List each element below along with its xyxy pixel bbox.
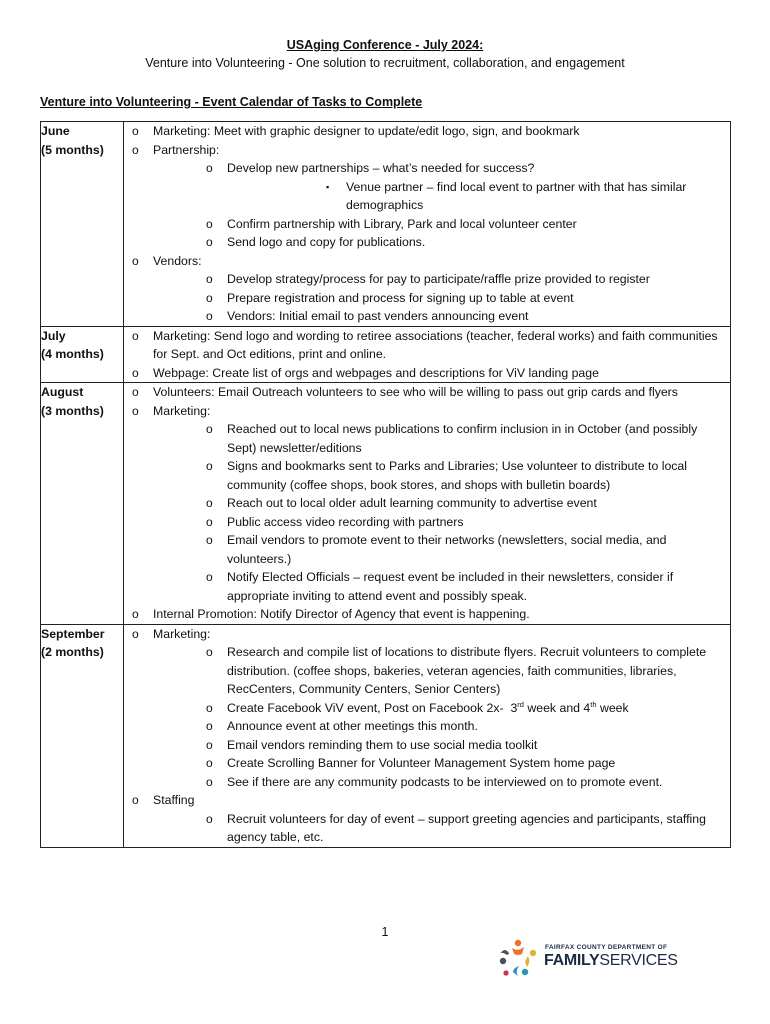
task-item: [227, 178, 730, 215]
month-row: [41, 326, 731, 383]
task-text: Create Facebook ViV event, Post on Facebook 2x- 3rd week and 4th week: [227, 699, 629, 715]
bullet-icon: o: [132, 607, 139, 621]
document-header: [0, 36, 770, 72]
task-text: Venue partner – find local event to partner with that has similar demographics: [346, 179, 687, 212]
task-item: [153, 457, 730, 494]
bullet-icon: o: [206, 272, 213, 286]
task-text: Reach out to local older adult learning community to advertise event: [227, 496, 597, 510]
task-text: Marketing: Send logo and wording to retiree associations (teacher, federal works) and faith communities for Sept. and Oct editions, print and online.: [153, 328, 718, 361]
month-row: [41, 122, 731, 327]
document-title: USAging Conference - July 2024:: [286, 38, 484, 52]
task-text: Webpage: Create list of orgs and webpages and descriptions for ViV landing page: [153, 365, 599, 380]
task-list-level-1: [124, 327, 730, 383]
task-item: [153, 307, 730, 326]
task-item: [153, 270, 730, 289]
task-text: Staffing: [153, 793, 195, 807]
month-cell: [41, 122, 124, 327]
month-duration: (4 months): [41, 347, 104, 361]
bullet-icon: o: [206, 422, 213, 436]
month-name: September: [41, 626, 105, 641]
bullet-icon: o: [132, 142, 139, 157]
task-item: [124, 327, 730, 364]
task-list-level-2: [153, 810, 730, 847]
month-duration: (3 months): [41, 403, 104, 418]
bullet-icon: o: [132, 385, 139, 399]
month-name: July: [41, 328, 66, 343]
task-text: Public access video recording with partners: [227, 514, 464, 529]
task-calendar-table: [40, 121, 731, 848]
task-list-level-3: [227, 178, 730, 215]
bullet-icon: o: [206, 161, 213, 175]
bullet-icon: o: [132, 124, 139, 138]
task-item: [153, 420, 730, 457]
task-text: Announce event at other meetings this month.: [227, 719, 478, 733]
task-list-level-2: [153, 420, 730, 605]
bullet-icon: o: [206, 811, 213, 826]
people-circle-logo-icon: [495, 938, 541, 978]
bullet-icon: o: [206, 216, 213, 231]
task-item: [124, 122, 730, 141]
bullet-icon: o: [206, 756, 213, 770]
task-item: [153, 568, 730, 605]
task-text: Develop strategy/process for pay to participate/raffle prize provided to register: [227, 272, 650, 286]
task-item: [153, 754, 730, 773]
month-name: August: [41, 385, 84, 399]
task-list-level-1: [124, 122, 730, 326]
task-text: Vendors:: [153, 253, 202, 268]
logo-main-light: SERVICES: [599, 952, 678, 969]
task-text: Research and compile list of locations to distribute flyers. Recruit volunteers to complete distribution. (coffee shops, bakeries, veteran agencies, faith communities, libraries, RecCenters, Community Centers, Senior Centers): [227, 645, 707, 696]
task-item: [124, 383, 730, 402]
task-item: [153, 643, 730, 699]
task-text: Send logo and copy for publications.: [227, 235, 426, 249]
bullet-icon: o: [206, 496, 213, 510]
task-item: [153, 810, 730, 847]
task-text: Email vendors reminding them to use social media toolkit: [227, 737, 538, 752]
logo-main-text: [544, 952, 678, 970]
month-row: [41, 383, 731, 625]
bullet-icon: o: [206, 290, 213, 305]
month-cell: [41, 326, 124, 383]
month-duration: (2 months): [41, 645, 104, 659]
bullet-icon: o: [206, 719, 213, 733]
logo-top-text: FAIRFAX COUNTY DEPARTMENT OF: [545, 944, 668, 951]
bullet-icon: o: [132, 626, 139, 641]
task-text: Marketing: Meet with graphic designer to update/edit logo, sign, and bookmark: [153, 124, 580, 138]
task-item: [153, 699, 730, 718]
bullet-icon: o: [132, 253, 139, 268]
month-cell: [41, 624, 124, 847]
task-item: [153, 736, 730, 755]
task-text: Marketing:: [153, 403, 211, 418]
tasks-cell: [124, 122, 731, 327]
task-text: Develop new partnerships – what’s needed for success?: [227, 161, 535, 175]
bullet-icon: o: [206, 459, 213, 473]
bullet-icon: o: [206, 737, 213, 752]
bullet-icon: o: [206, 700, 213, 715]
task-item: [124, 791, 730, 847]
bullet-icon: ▪: [326, 181, 330, 192]
bullet-icon: o: [132, 793, 139, 807]
task-item: [153, 233, 730, 252]
task-text: Create Scrolling Banner for Volunteer Management System home page: [227, 756, 616, 770]
task-item: [153, 159, 730, 215]
task-text: Email vendors to promote event to their networks (newsletters, social media, and volunteers.): [227, 533, 667, 566]
task-text: Signs and bookmarks sent to Parks and Libraries; Use volunteer to distribute to local community (coffee shops, book stores, and shops with bulletin boards): [227, 459, 688, 492]
bullet-icon: o: [206, 514, 213, 529]
bullet-icon: o: [206, 235, 213, 249]
task-text: Confirm partnership with Library, Park and local volunteer center: [227, 216, 577, 231]
month-name: June: [41, 124, 70, 138]
task-list-level-2: [153, 270, 730, 326]
tasks-cell: [124, 326, 731, 383]
task-text: Vendors: Initial email to past venders announcing event: [227, 309, 529, 323]
month-row: [41, 624, 731, 847]
task-text: Prepare registration and process for signing up to table at event: [227, 290, 574, 305]
task-text: Reached out to local news publications to confirm inclusion in in October (and possibly Sept) newsletter/editions: [227, 422, 698, 455]
family-services-logo: [495, 938, 695, 978]
task-item: [153, 513, 730, 532]
logo-main-bold: FAMILY: [544, 952, 600, 969]
task-item: [124, 625, 730, 792]
bullet-icon: o: [132, 365, 139, 380]
task-item: [153, 717, 730, 736]
document-subtitle: Venture into Volunteering - One solution to recruitment, collaboration, and engagement: [145, 56, 625, 70]
bullet-icon: o: [206, 645, 213, 659]
task-text: Volunteers: Email Outreach volunteers to see who will be willing to pass out grip cards and flyers: [153, 385, 678, 399]
task-item: [124, 364, 730, 383]
task-text: Marketing:: [153, 626, 211, 641]
task-list-level-1: [124, 383, 730, 624]
bullet-icon: o: [132, 403, 139, 418]
task-list-level-1: [124, 625, 730, 847]
page-number: 1: [381, 925, 389, 939]
task-item: [153, 773, 730, 792]
task-item: [153, 531, 730, 568]
tasks-cell: [124, 383, 731, 625]
task-list-level-2: [153, 159, 730, 252]
task-list-level-2: [153, 643, 730, 791]
month-cell: [41, 383, 124, 625]
bullet-icon: o: [206, 570, 213, 584]
task-item: [124, 141, 730, 252]
task-text: Partnership:: [153, 142, 220, 157]
bullet-icon: o: [206, 533, 213, 547]
bullet-icon: o: [132, 328, 139, 343]
task-text: Notify Elected Officials – request event be included in their newsletters, consider if appropriate inviting to attend event and possibly speak.: [227, 570, 674, 603]
task-text: See if there are any community podcasts to be interviewed on to promote event.: [227, 774, 663, 789]
task-item: [124, 605, 730, 624]
task-text: Recruit volunteers for day of event – support greeting agencies and participants, staffing agency table, etc.: [227, 811, 706, 844]
bullet-icon: o: [206, 309, 213, 323]
tasks-cell: [124, 624, 731, 847]
section-title: Venture into Volunteering - Event Calendar of Tasks to Complete: [40, 95, 423, 109]
task-text: Internal Promotion: Notify Director of Agency that event is happening.: [153, 607, 530, 621]
task-item: [153, 215, 730, 234]
task-item: [153, 289, 730, 308]
month-duration: (5 months): [41, 142, 104, 157]
task-item: [124, 402, 730, 606]
task-item: [153, 494, 730, 513]
bullet-icon: o: [206, 774, 213, 789]
task-item: [124, 252, 730, 326]
